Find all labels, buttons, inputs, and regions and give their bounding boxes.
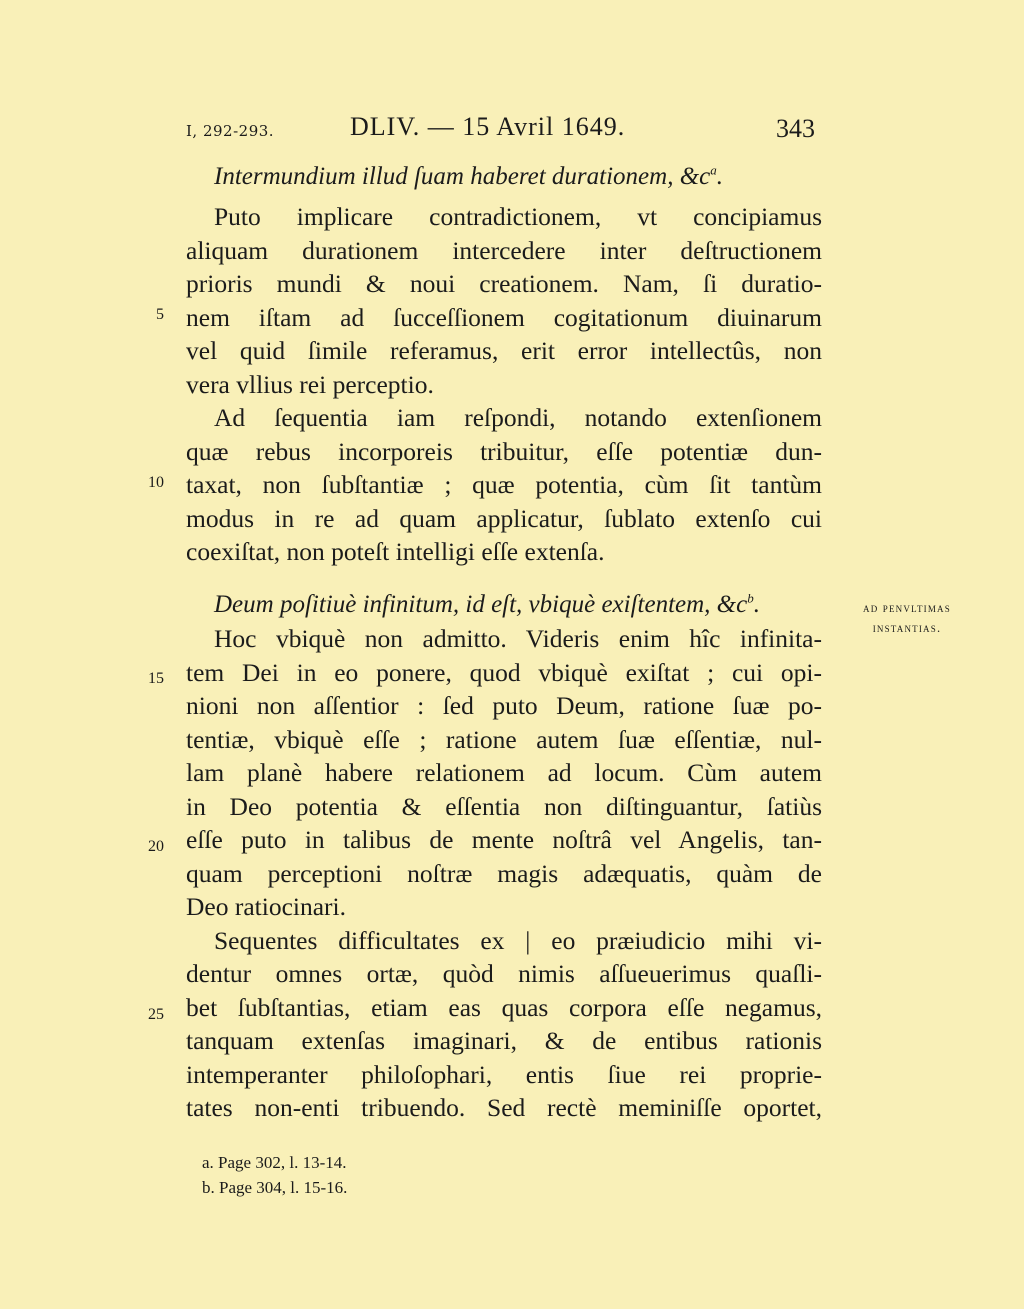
line-number: 10 <box>148 474 164 491</box>
text-line: tates non-enti tribuendo. Sed rectè meminiſſe oportet, <box>186 1093 822 1122</box>
text-line: taxat, non ſubſtantiæ ; quæ potentia, cùm ſit tantùm <box>186 470 822 499</box>
footnote-mark-b: b <box>747 590 754 606</box>
text-line: eſſe puto in talibus de mente noſtrâ vel Angelis, tan- <box>186 825 822 854</box>
footnotes <box>202 1150 347 1200</box>
text-line: in Deo potentia & eſſentia non diſtinguantur, ſatiùs <box>186 791 822 821</box>
margin-note-line: ad penvltimas <box>863 601 951 615</box>
line-number: 25 <box>148 1006 164 1023</box>
section-1-heading: Intermundium illud ſuam haberet durationem, $\&c^a$. <box>214 162 723 190</box>
line-number: 20 <box>148 838 164 855</box>
text-line: vel quid ſimile referamus, erit error intellectûs, non <box>186 336 822 365</box>
text-line: Hoc vbiquè non admitto. Videris enim hîc infinita- <box>214 624 822 653</box>
footnote-b: b. Page 304, l. 15-16. <box>202 1178 348 1197</box>
footnote-a: a. Page 302, l. 13-14. <box>202 1153 347 1172</box>
paragraph-2 <box>186 401 822 569</box>
margin-note <box>842 598 972 638</box>
text-line: nem iſtam ad ſucceſſionem cogitationum diuinarum <box>186 302 822 332</box>
paragraph-4 <box>186 924 822 1125</box>
text-line: prioris mundi & noui creationem. Nam, ſi duratio- <box>186 269 822 298</box>
text-line: aliquam durationem intercedere inter deſtructionem <box>186 235 822 265</box>
text-line: intemperanter philoſophari, entis ſiue rei proprie- <box>186 1059 822 1089</box>
text-line: vera vllius rei perceptio. <box>186 369 434 399</box>
text-line: modus in re ad quam applicatur, ſublato extenſo cui <box>186 503 822 533</box>
text-line: tanquam extenſas imaginari, & de entibus rationis <box>186 1026 822 1055</box>
paragraph-3 <box>186 622 822 924</box>
line-number: 5 <box>156 306 164 323</box>
line-number: 15 <box>148 670 164 687</box>
text-line: coexiſtat, non poteſt intelligi eſſe extenſa. <box>186 537 605 566</box>
margin-note-line: instantias. <box>872 621 942 635</box>
text-line: bet ſubſtantias, etiam eas quas corpora eſſe negamus, <box>186 992 822 1022</box>
page-number: 343 <box>776 114 815 143</box>
header-title: DLIV. — 15 Avril 1649. <box>350 112 626 141</box>
text-line: dentur omnes ortæ, quòd nimis aſſueuerimus quaſli- <box>186 959 822 988</box>
header-reference: I, 292-293. <box>186 122 275 140</box>
text-line: tem Dei in eo ponere, quod vbiquè exiſtat ; cui opi- <box>186 657 822 687</box>
footnote-mark-a: a <box>710 162 717 178</box>
section-2-heading: Deum poſitiuè infinitum, id eſt, vbiquè exiſtentem, $\&c^b$. <box>214 590 760 618</box>
section-1 <box>186 160 822 569</box>
text-line: Sequentes difficultates ex | eo præiudicio mihi vi- <box>214 925 822 955</box>
text-line: tentiæ, vbiquè eſſe ; ratione autem ſuæ eſſentiæ, nul- <box>186 724 822 754</box>
running-header <box>0 112 1024 152</box>
text-line: Deo ratiocinari. <box>186 892 347 921</box>
text-line: Ad ſequentia iam reſpondi, notando extenſionem <box>214 403 822 432</box>
text-line: quam perceptioni noſtræ magis adæquatis, quàm de <box>186 858 822 888</box>
section-2 <box>186 588 822 1125</box>
text-line: quæ rebus incorporeis tribuitur, eſſe potentiæ dun- <box>186 436 822 466</box>
paragraph-1 <box>186 200 822 401</box>
text-line: nioni non aſſentior : ſed puto Deum, ratione ſuæ po- <box>186 691 822 720</box>
text-line: Puto implicare contradictionem, vt concipiamus <box>214 202 822 231</box>
text-line: lam planè habere relationem ad locum. Cùm autem <box>186 758 822 787</box>
